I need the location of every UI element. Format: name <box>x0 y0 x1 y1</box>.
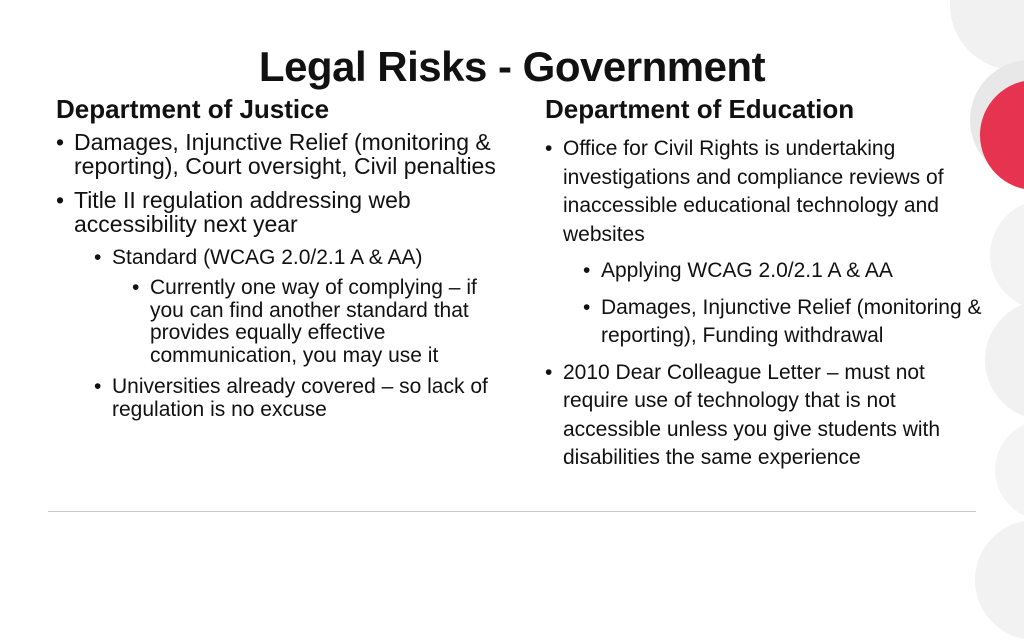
list-item <box>56 130 506 178</box>
bullet-icon: • <box>56 187 65 213</box>
doj-bullet-list <box>56 130 506 429</box>
doe-bullet-list <box>545 135 990 481</box>
list-item <box>545 359 990 473</box>
doj-heading: Department of Justice <box>56 94 330 124</box>
list-item <box>545 135 990 249</box>
list-item <box>132 277 506 367</box>
decorative-circle <box>975 520 1024 640</box>
list-item-text: Damages, Injunctive Relief (monitoring & reporting), Funding withdrawal <box>601 295 982 347</box>
list-item <box>56 188 506 236</box>
decorative-circle <box>990 200 1024 310</box>
bullet-icon: • <box>94 375 102 398</box>
list-item <box>94 246 506 269</box>
list-item-text: Currently one way of complying – if you can find another standard that provides equally effective communication, you may use it <box>150 276 477 367</box>
list-item <box>583 294 990 351</box>
bullet-icon: • <box>132 276 140 299</box>
bullet-icon: • <box>56 129 65 155</box>
slide-title: Legal Risks - Government <box>258 43 766 90</box>
bullet-icon: • <box>94 246 102 269</box>
list-item-text: Universities already covered – so lack of regulation is no excuse <box>112 375 488 421</box>
bullet-icon: • <box>545 360 553 384</box>
bullet-icon: • <box>545 137 553 160</box>
list-item <box>94 375 506 421</box>
list-item-text: Office for Civil Rights is undertaking investigations and compliance reviews of inaccessible educational technology and websites <box>563 137 944 246</box>
list-item-text: Damages, Injunctive Relief (monitoring & reporting), Court oversight, Civil penalties <box>74 129 496 179</box>
bullet-icon: • <box>583 259 591 282</box>
list-item-text: Standard (WCAG 2.0/2.1 A & AA) <box>112 246 423 269</box>
footer-divider <box>48 511 976 512</box>
list-item-text: Title II regulation addressing web accessibility next year <box>74 187 411 237</box>
list-item-text: Applying WCAG 2.0/2.1 A & AA <box>601 259 893 282</box>
bullet-icon: • <box>583 295 591 319</box>
decorative-circle <box>985 300 1024 420</box>
decorative-circle <box>995 420 1024 520</box>
doe-heading: Department of Education <box>545 94 855 124</box>
list-item <box>583 257 990 286</box>
list-item-text: 2010 Dear Colleague Letter – must not require use of technology that is not accessible unless you give students with disabilities the same experience <box>563 360 941 469</box>
